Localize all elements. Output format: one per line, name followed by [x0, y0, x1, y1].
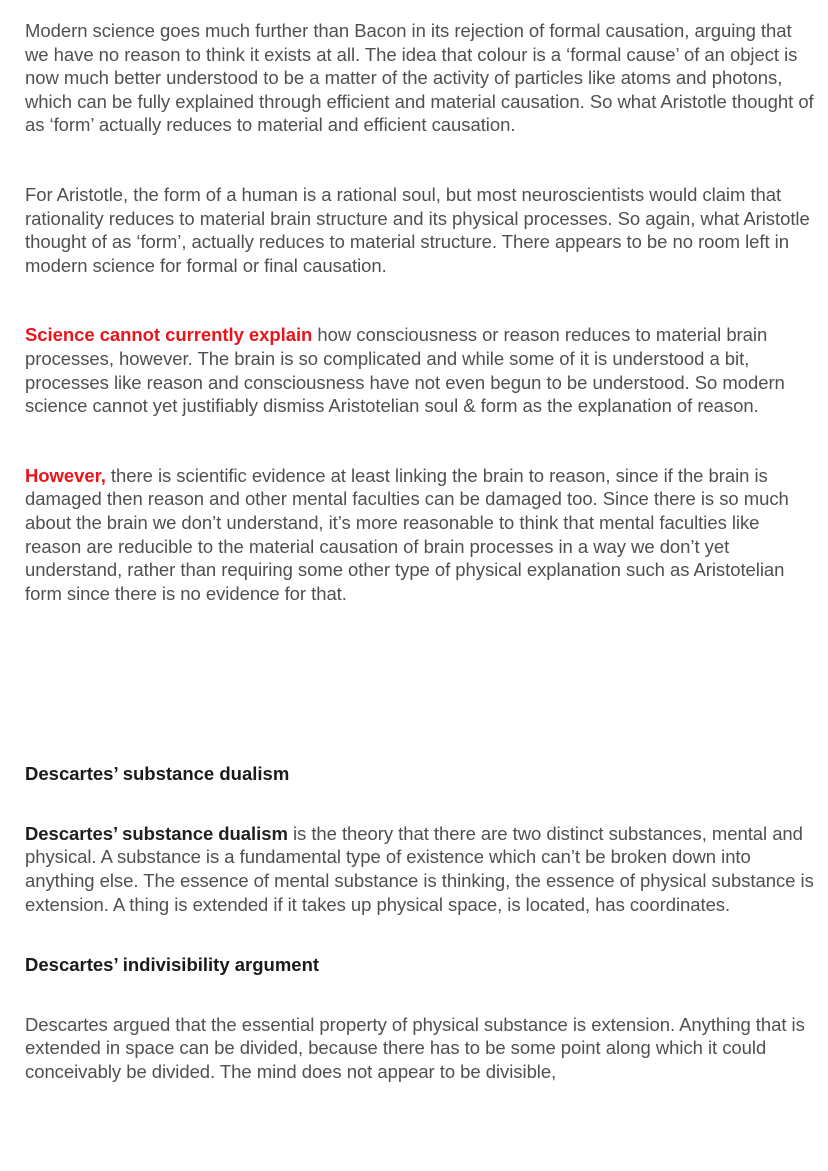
paragraph-text: there is scientific evidence at least linking the brain to reason, since if the brain is damaged then reason and other mental faculties can be damaged too. Since there is so much about the brain we don’t understand, it’s more reasonable to think that mental faculties like reason are reducible to the material causation of brain processes in a way we don’t yet understand, rather than requiring some other type of physical explanation such as Aristotelian form since there is no evidence for that.	[25, 464, 789, 604]
paragraph-bacon-formal-causation: Modern science goes much further than Bacon in its rejection of formal causation, arguing that we have no reason to think it exists at all. The idea that colour is a ‘formal cause’ of an object is now much better understood to be a matter of the activity of particles like atoms and photons, which can be fully explained through efficient and material causation. So what Aristotle thought of as ‘form’ actually reduces to material and efficient causation.	[25, 20, 814, 136]
paragraph-science-cannot-explain	[25, 323, 815, 417]
paragraph-text: is the theory that there are two distinct substances, mental and physical. A substance is a fundamental type of existence which can’t be broken down into anything else. The essence of mental substance is thinking, the essence of physical substance is extension. A thing is extended if it takes up physical space, is located, has coordinates.	[25, 822, 814, 915]
paragraph-substance-dualism	[25, 822, 815, 916]
highlight-however: However,	[25, 464, 106, 486]
term-substance-dualism: Descartes’ substance dualism	[25, 822, 288, 844]
paragraph-indivisibility: Descartes argued that the essential property of physical substance is extension. Anything that is extended in space can be divided, because there has to be some point along which it could conceivably be divided. The mind does not appear to be divisible,	[25, 1013, 805, 1083]
heading-substance-dualism: Descartes’ substance dualism	[25, 763, 290, 785]
paragraph-text: how consciousness or reason reduces to material brain processes, however. The brain is so complicated and while some of it is understood a bit, processes like reason and consciousness have not even begun to be understood. So modern science cannot yet justifiably dismiss Aristotelian soul & form as the explanation of reason.	[25, 324, 785, 417]
document-page	[25, 19, 815, 1084]
highlight-science-cannot-explain: Science cannot currently explain	[25, 324, 313, 346]
heading-indivisibility-argument: Descartes’ indivisibility argument	[25, 954, 320, 976]
paragraph-aristotle-rational-soul: For Aristotle, the form of a human is a rational soul, but most neuroscientists would claim that rationality reduces to material brain structure and its physical processes. So again, what Aristotle thought of as ‘form’, actually reduces to material structure. There appears to be no room left in modern science for formal or final causation.	[25, 183, 810, 276]
paragraph-however-evidence	[25, 464, 815, 606]
